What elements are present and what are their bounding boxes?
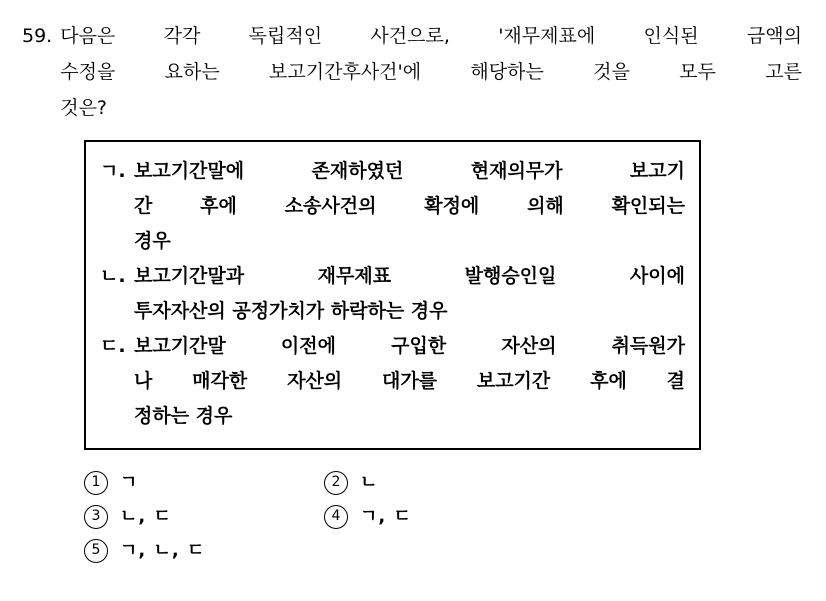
option-number-circle-icon: 2 bbox=[324, 471, 348, 495]
statement-item bbox=[100, 259, 685, 329]
statement-text bbox=[134, 154, 685, 259]
statement-line: 경우 bbox=[134, 230, 171, 252]
option-label: ㄱ bbox=[120, 472, 139, 493]
statement-box bbox=[84, 140, 701, 450]
statement-marker: ㄷ. bbox=[100, 335, 126, 357]
option-number-circle-icon: 4 bbox=[324, 505, 348, 529]
statement-line: 보고기간말과 재무제표 발행승인일 사이에 bbox=[134, 265, 685, 287]
statement-item bbox=[100, 154, 685, 259]
option-label: ㄱ, ㄴ, ㄷ bbox=[120, 540, 206, 561]
statement-line: 투자자산의 공정가치가 하락하는 경우 bbox=[134, 300, 448, 322]
question-text bbox=[60, 18, 802, 126]
answer-option-2[interactable] bbox=[324, 466, 564, 500]
statement-line: 보고기간말 이전에 구입한 자산의 취득원가 bbox=[134, 335, 685, 357]
answer-option-1[interactable] bbox=[84, 466, 324, 500]
statement-marker: ㄴ. bbox=[100, 265, 126, 287]
option-number-circle-icon: 3 bbox=[84, 505, 108, 529]
statement-text bbox=[134, 259, 685, 329]
question-stem bbox=[22, 18, 802, 126]
option-number-circle-icon: 1 bbox=[84, 471, 108, 495]
answer-options bbox=[84, 466, 644, 568]
option-label: ㄴ bbox=[360, 472, 379, 493]
question-text-line: 다음은 각각 독립적인 사건으로, '재무제표에 인식된 금액의 bbox=[60, 25, 802, 47]
question-text-line: 것은? bbox=[60, 97, 108, 119]
answer-option-3[interactable] bbox=[84, 500, 324, 534]
statement-text bbox=[134, 329, 685, 434]
statement-line: 정하는 경우 bbox=[134, 405, 233, 427]
answer-option-5[interactable] bbox=[84, 534, 324, 568]
option-number-circle-icon: 5 bbox=[84, 539, 108, 563]
option-label: ㄴ, ㄷ bbox=[120, 506, 172, 527]
answer-option-row bbox=[84, 500, 644, 534]
statement-line: 보고기간말에 존재하였던 현재의무가 보고기 bbox=[134, 160, 685, 182]
option-label: ㄱ, ㄷ bbox=[360, 506, 412, 527]
question-number: 59. bbox=[22, 25, 53, 47]
statement-line: 나 매각한 자산의 대가를 보고기간 후에 결 bbox=[134, 370, 685, 392]
statement-marker: ㄱ. bbox=[100, 160, 126, 182]
statement-item bbox=[100, 329, 685, 434]
statement-line: 간 후에 소송사건의 확정에 의해 확인되는 bbox=[134, 195, 685, 217]
question-text-line: 수정을 요하는 보고기간후사건'에 해당하는 것을 모두 고른 bbox=[60, 61, 802, 83]
answer-option-row bbox=[84, 466, 644, 500]
answer-option-4[interactable] bbox=[324, 500, 564, 534]
answer-option-row bbox=[84, 534, 644, 568]
